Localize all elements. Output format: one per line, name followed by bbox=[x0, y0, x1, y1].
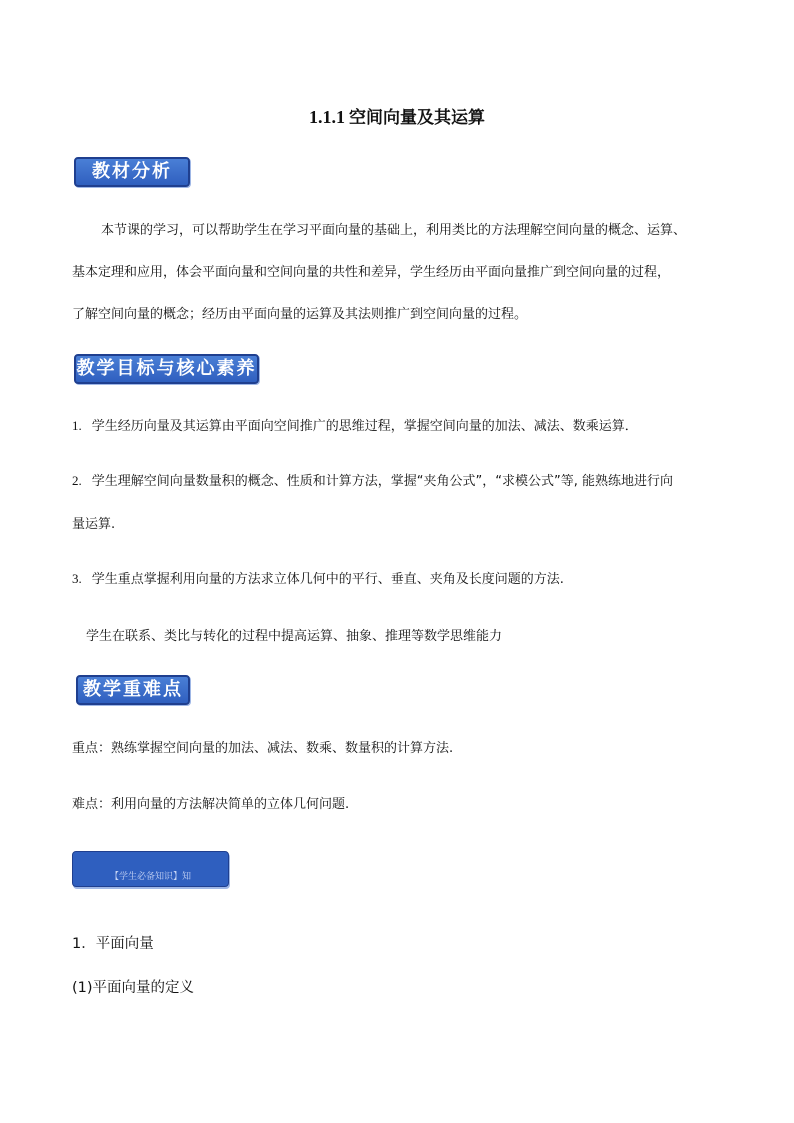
goal-extra: 学生在联系、类比与转化的过程中提高运算、抽象、推理等数学思维能力 bbox=[86, 629, 503, 644]
section-heading-difficulty: 教学重难点 bbox=[76, 675, 190, 705]
goal-item-text: 学生理解空间向量数量积的概念、性质和计算方法，掌握“夹角公式”，“求模公式”等, 能熟练地进行向 bbox=[91, 474, 673, 489]
goal-item-number: 3. bbox=[72, 571, 82, 586]
goal-item-1 bbox=[72, 415, 638, 434]
knowledge-item-1: 1．平面向量 bbox=[72, 936, 154, 952]
title-text: 空间向量及其运算 bbox=[349, 108, 485, 128]
goal-item-text: 学生经历向量及其运算由平面向空间推广的思维过程，掌握空间向量的加法、减法、数乘运算． bbox=[91, 419, 638, 434]
analysis-line-3: 了解空间向量的概念；经历由平面向量的运算及其法则推广到空间向量的过程。 bbox=[72, 307, 528, 322]
difficult-point: 难点：利用向量的方法解决简单的立体几何问题. bbox=[72, 797, 350, 812]
page-title bbox=[0, 103, 794, 128]
analysis-line-2: 基本定理和应用，体会平面向量和空间向量的共性和差异，学生经历由平面向量推广到空间向量的过程， bbox=[72, 265, 671, 280]
section-heading-goals: 教学目标与核心素养 bbox=[74, 354, 259, 384]
section-heading-analysis: 教材分析 bbox=[74, 157, 190, 187]
goal-item-number: 1. bbox=[72, 418, 82, 433]
goal-item-2-continuation: 量运算. bbox=[72, 517, 116, 532]
goal-item-2 bbox=[72, 470, 673, 489]
goal-item-text: 学生重点掌握利用向量的方法求立体几何中的平行、垂直、夹角及长度问题的方法. bbox=[91, 572, 564, 587]
key-point: 重点：熟练掌握空间向量的加法、减法、数乘、数量积的计算方法. bbox=[72, 741, 454, 756]
title-number: 1.1.1 bbox=[309, 107, 345, 127]
goal-item-number: 2. bbox=[72, 473, 82, 488]
goal-item-3 bbox=[72, 568, 564, 587]
analysis-line-1: 本节课的学习，可以帮助学生在学习平面向量的基础上，利用类比的方法理解空间向量的概念、运算、 bbox=[101, 223, 687, 238]
section-heading-knowledge: 【学生必备知识】知 bbox=[72, 851, 229, 887]
knowledge-item-2: (1)平面向量的定义 bbox=[72, 980, 195, 996]
